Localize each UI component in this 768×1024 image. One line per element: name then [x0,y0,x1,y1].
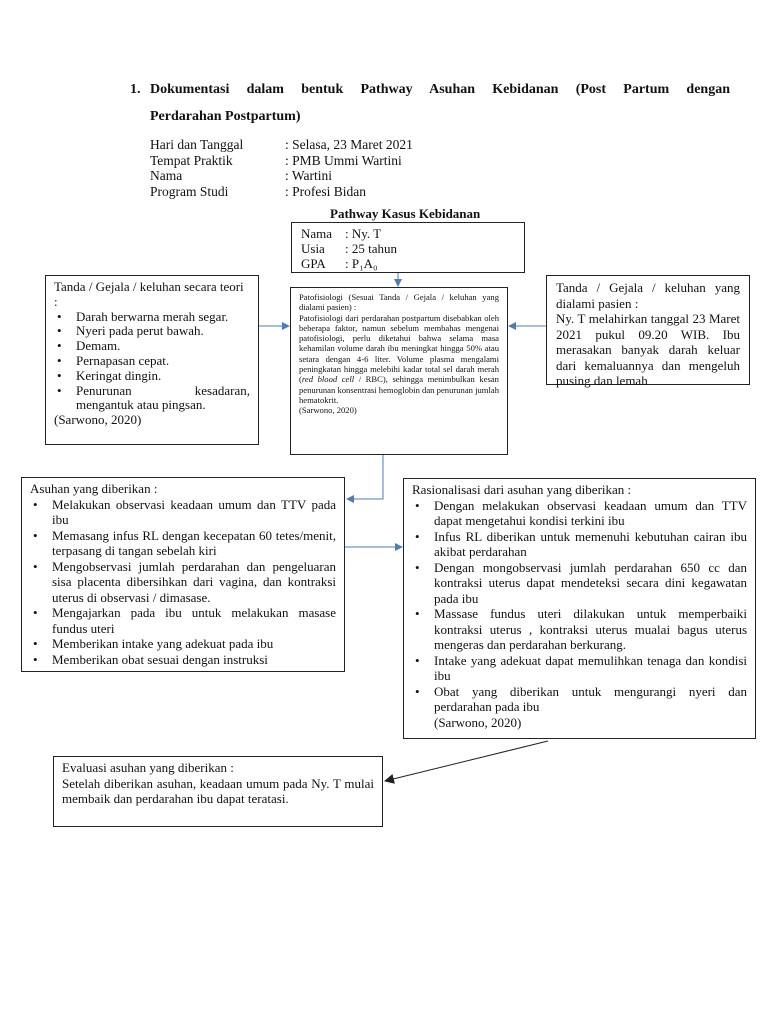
patient-row-name [301,226,515,241]
pathophysiology-source: (Sarwono, 2020) [299,405,357,416]
pathophysiology-body [299,313,499,406]
pathophysiology-box [290,287,508,455]
patient-label: Nama [301,226,333,241]
evaluation-box [53,756,383,827]
list-item: • Mengobservasi jumlah perdarahan dan pengeluaran sisa placenta dibersihkan dari vagina, dan kontraksi uterus di observasi / dimasase. [30,559,336,606]
patient-row-gpa [301,256,515,271]
pathophysiology-text-end: / RBC), sehingga menimbulkan kesan penurunan konsentrasi hemoglobin dan penurunan jumlah hematokrit. [299,374,499,405]
list-item: • Keringat dingin. [54,369,250,384]
list-item: • Infus RL diberikan untuk memenuhi kebutuhan cairan ibu akibat perdarahan [412,529,747,560]
info-value: : Profesi Bidan [285,183,366,199]
heading-line-1: Dokumentasi dalam bentuk Pathway Asuhan Kebidanan (Post Partum dengan [150,82,730,97]
evaluation-title: Evaluasi asuhan yang diberikan : [62,760,234,775]
patient-identity-box [291,222,525,273]
heading-number: 1. [130,82,141,97]
theory-source: (Sarwono, 2020) [54,412,142,428]
arrow-pato-to-asuhan [347,455,383,499]
pathophysiology-title: Patofisiologi (Sesuai Tanda / Gejala / keluhan yang dialami pasien) : [299,292,499,313]
theory-title: Tanda / Gejala / keluhan secara teori : [54,279,244,309]
theory-symptoms-box [45,275,259,445]
info-value: : Selasa, 23 Maret 2021 [285,137,413,152]
patient-value: : 25 tahun [345,241,397,256]
info-label: Nama [150,168,183,183]
list-item: • Memberikan obat sesuai dengan instruksi [30,652,336,668]
list-item: • Penurunan kesadaran, mengantuk atau pingsan. [54,384,250,414]
rationale-title: Rasionalisasi dari asuhan yang diberikan : [412,482,632,497]
heading-line-2: Perdarahan Postpartum) [150,109,301,124]
info-value: : PMB Ummi Wartini [285,152,402,168]
info-value: : Wartini [285,168,333,183]
list-item: • Darah berwarna merah segar. [54,310,250,325]
care-title: Asuhan yang diberikan : [30,481,158,496]
list-item: • Pernapasan cepat. [54,354,250,369]
list-item: • Demam. [54,339,250,354]
list-item: • Mengajarkan pada ibu untuk melakukan masase fundus uteri [30,605,336,636]
patient-row-age [301,241,515,256]
patient-symptoms-title: Tanda / Gejala / keluhan yang dialami pasien : [556,280,740,311]
care-list [30,497,336,668]
info-label: Tempat Praktik [150,152,233,168]
rationale-source: (Sarwono, 2020) [434,714,522,730]
info-label: Hari dan Tanggal [150,137,244,152]
list-item: • Intake yang adekuat dapat memulihkan tenaga dan kondisi ibu [412,653,747,684]
evaluation-body: Setelah diberikan asuhan, keadaan umum pada Ny. T mulai membaik dan perdarahan ibu dapat teratasi. [62,775,374,806]
info-label: Program Studi [150,183,229,199]
list-item: • Memberikan intake yang adekuat pada ibu [30,636,336,652]
list-item: • Obat yang diberikan untuk mengurangi nyeri dan perdarahan pada ibu [412,684,747,715]
pathophysiology-italic: red blood cell [301,374,355,385]
patient-value: : Ny. T [345,226,382,241]
list-item: • Dengan melakukan observasi keadaan umum dan TTV dapat mengetahui kondisi terkini ibu [412,498,747,529]
arrow-rasional-to-evaluasi [385,741,548,781]
list-item: • Melakukan observasi keadaan umum dan TTV pada ibu [30,497,336,528]
pathophysiology-text: Patofisiologi dari perdarahan postpartum disebabkan oleh beberapa faktor, namun sebelum membahas mengenai patofisiologi, perlu diketahui bahwa selama masa kehamilan volume darah ibu meningkat hingga 50% atau setara dengan 4-6 liter. Volume plasma mengalami peningkatan hingga melebihi kadar total sel darah merah ( [299,312,499,385]
diagram-title: Pathway Kasus Kebidanan [330,206,481,221]
patient-label: GPA [301,256,326,271]
patient-label: Usia [301,241,325,256]
rationale-list [412,498,747,715]
list-item: • Dengan mongobservasi jumlah perdarahan 650 cc dan kontraksi uterus dapat mendeteksi secara dini kegawatan pada ibu [412,560,747,607]
list-item: • Nyeri pada perut bawah. [54,324,250,339]
care-given-box [21,477,345,672]
patient-symptoms-body: Ny. T melahirkan tanggal 23 Maret 2021 pukul 09.20 WIB. Ibu merasakan banyak darah keluar dari kemaluannya dan mengeluh pusing dan lemah [556,311,740,388]
rationale-box [403,478,756,739]
theory-list [54,310,250,414]
list-item: • Memasang infus RL dengan kecepatan 60 tetes/menit, terpasang di tangan sebelah kiri [30,528,336,559]
patient-value: : P₁A₀ [345,256,378,271]
list-item: • Massase fundus uteri dilakukan untuk memperbaiki kontraksi uterus , kontraksi uterus mualai bagus uterus mengeras dan perdarahan berkurang. [412,606,747,653]
patient-symptoms-box [546,275,750,388]
